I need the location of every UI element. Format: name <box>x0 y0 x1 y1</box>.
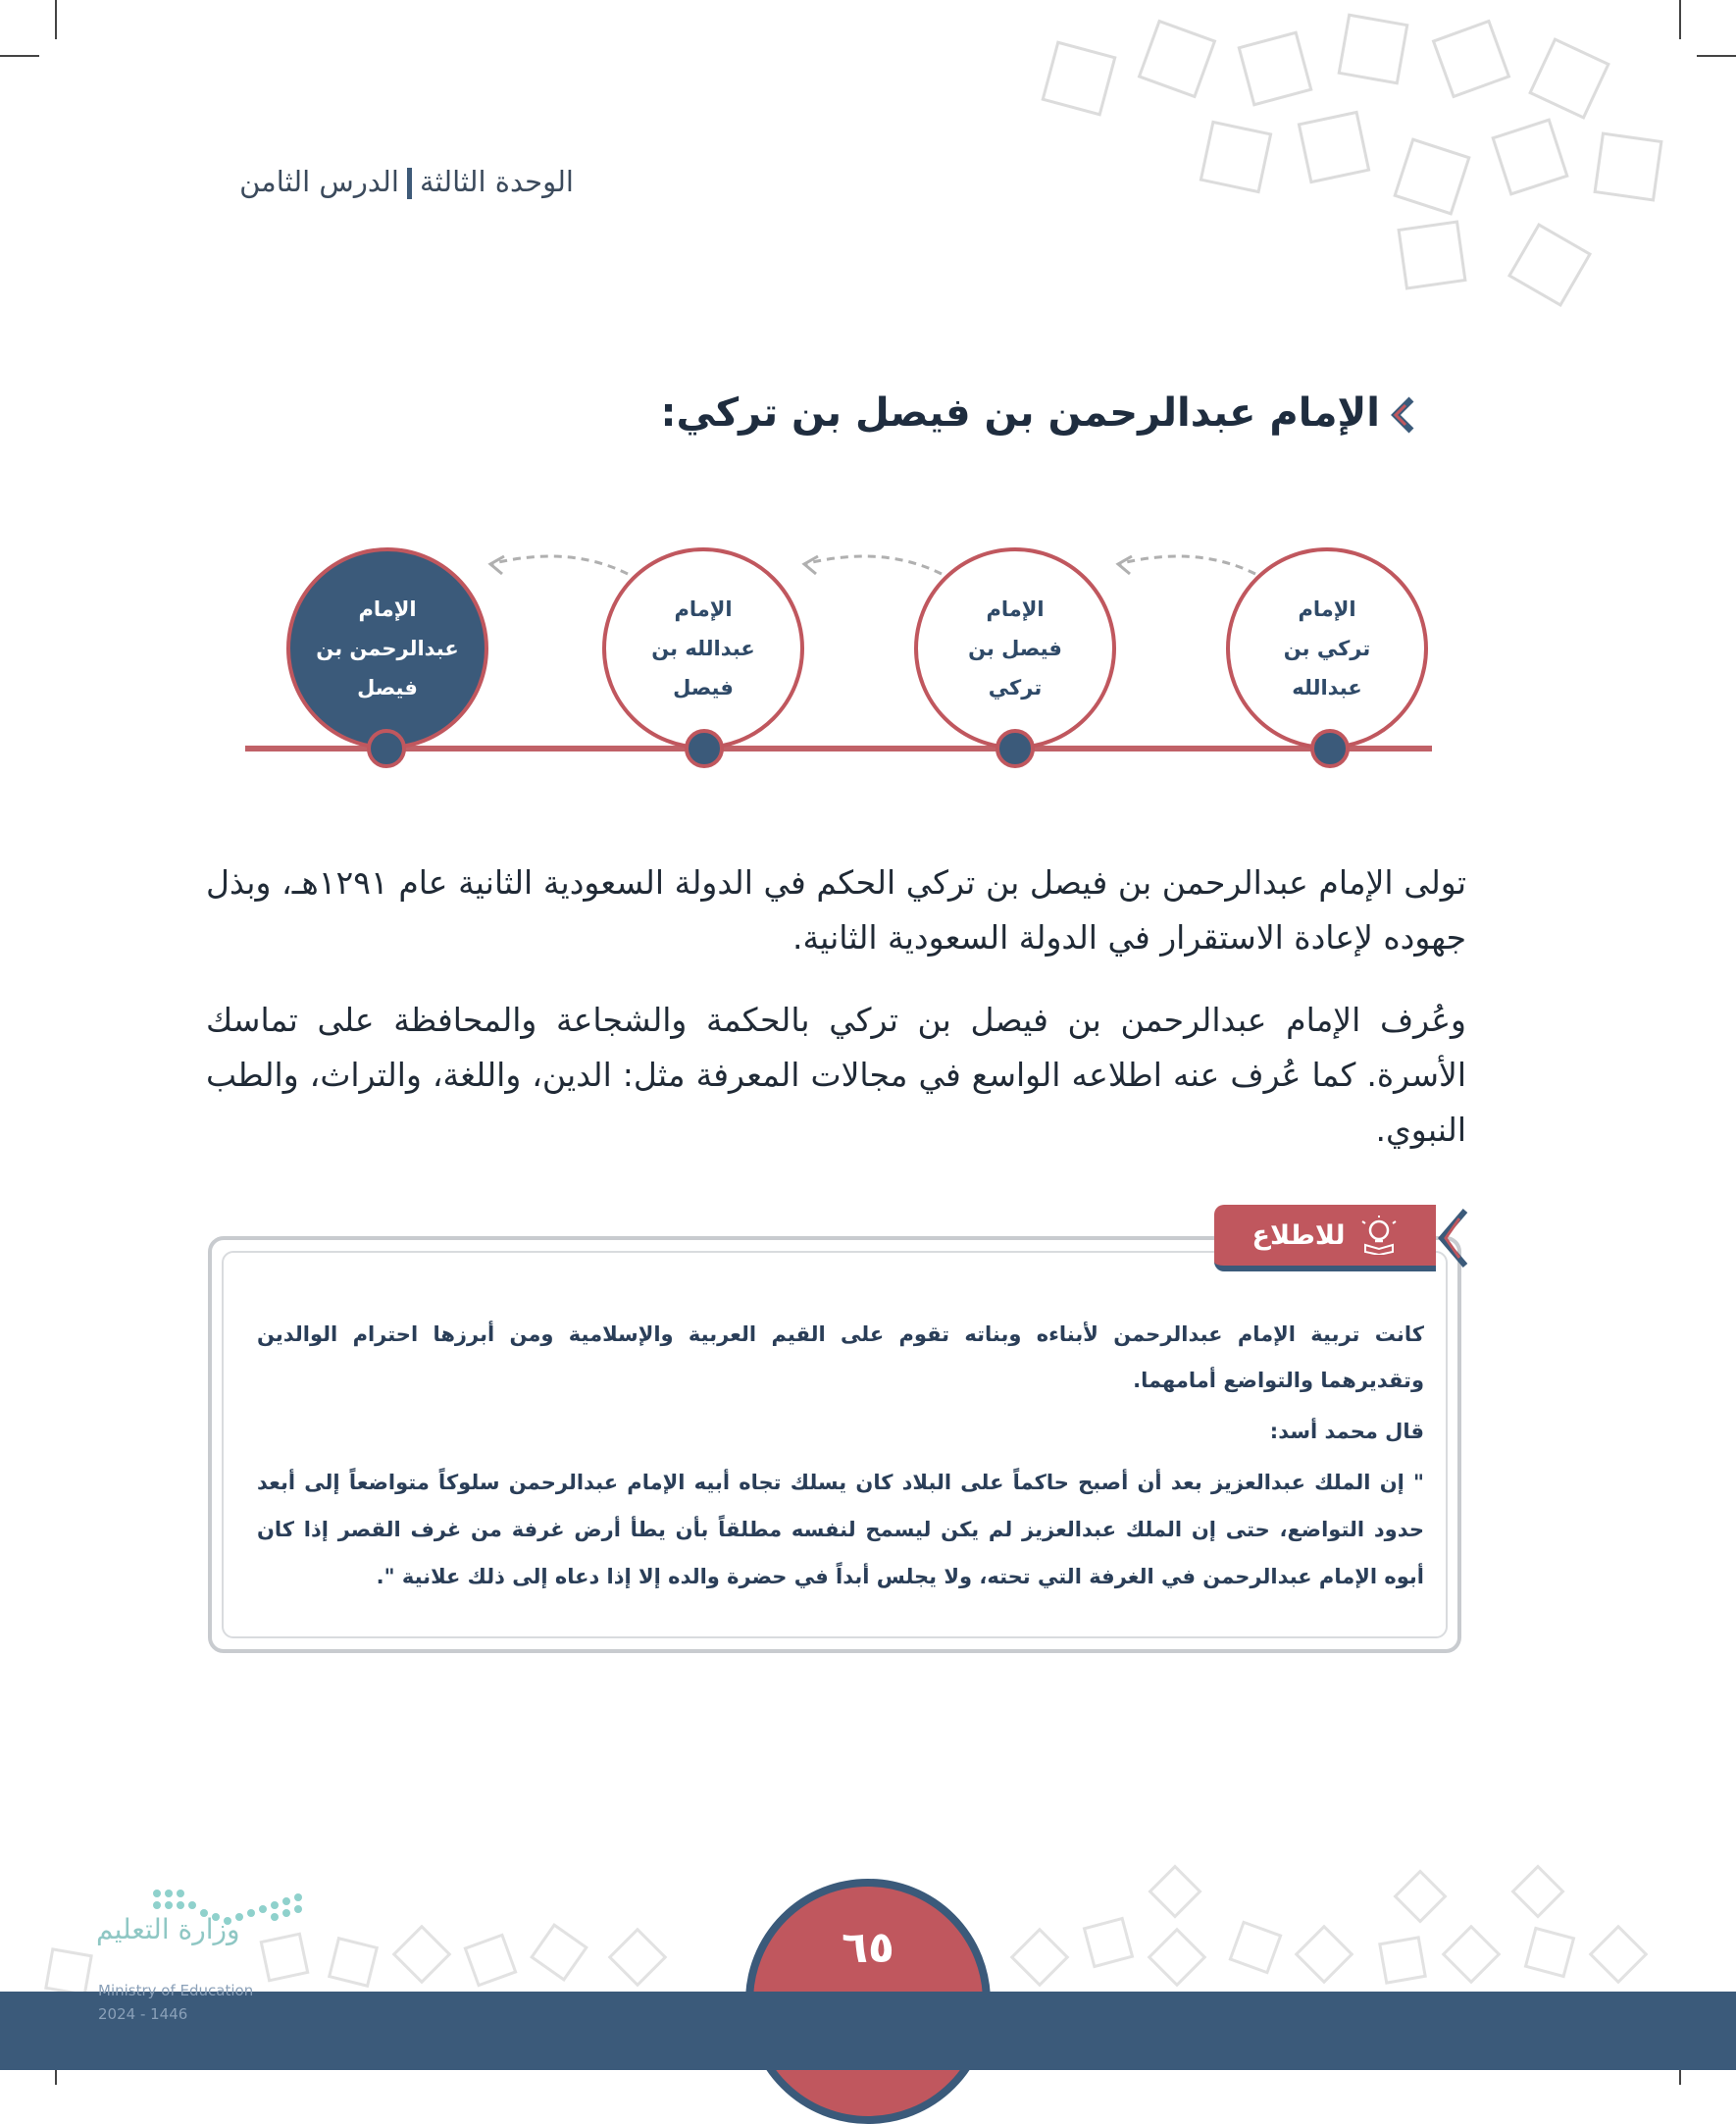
timeline-dot <box>367 729 406 768</box>
timeline-item-line: عبدالرحمن بن <box>316 637 459 660</box>
timeline-item-abdullah <box>602 547 804 750</box>
lesson-title: الدرس الثامن <box>239 165 399 198</box>
timeline-item-line: عبدالله <box>1292 676 1362 699</box>
crop-mark <box>55 0 57 39</box>
chevron-left-icon <box>1388 395 1417 435</box>
timeline-arrows <box>471 535 1353 584</box>
timeline-item-line: فيصل <box>357 676 418 699</box>
header-divider <box>407 168 412 199</box>
chevron-left-icon <box>1432 1205 1471 1271</box>
timeline-item-abdulrahman <box>286 547 488 750</box>
crop-mark <box>0 55 39 57</box>
info-text-1: كانت تربية الإمام عبدالرحمن لأبناءه وبناته تقوم على القيم العربية والإسلامية ومن أبرزها احترام الوالدين وتقديرهما والتواضع أمامهما. <box>257 1322 1424 1392</box>
info-tab <box>1214 1205 1436 1271</box>
paragraph-2: وعُرف الإمام عبدالرحمن بن فيصل بن تركي بالحكمة والشجاعة والمحافظة على تماسك الأسرة. كما عُرف عنه اطلاعه الواسع في مجالات المعرفة مثل: الدين، واللغة، والتراث، والطب النبوي. <box>206 1001 1466 1149</box>
timeline-dot <box>685 729 724 768</box>
section-title-text: الإمام عبدالرحمن بن فيصل بن تركي: <box>660 390 1380 436</box>
timeline-item-faisal <box>914 547 1116 750</box>
page-number: ٦٥ <box>842 1923 894 1973</box>
timeline-item-line: تركي بن <box>1283 637 1371 660</box>
unit-title: الوحدة الثالثة <box>419 165 574 198</box>
timeline-item-line: الإمام <box>358 597 417 621</box>
timeline-line <box>245 746 1432 751</box>
timeline-item-line: عبدالله بن <box>651 637 755 660</box>
decorative-pattern <box>1010 10 1697 324</box>
info-text-2: قال محمد أسد: <box>1269 1420 1424 1443</box>
ministry-english-name: Ministry of Education <box>98 1982 254 1999</box>
lightbulb-book-icon <box>1359 1216 1399 1255</box>
timeline-item-line: الإمام <box>986 597 1045 621</box>
timeline-item-line: الإمام <box>674 597 733 621</box>
ministry-year: 2024 - 1446 <box>98 2005 188 2023</box>
timeline-item-turki <box>1226 547 1428 750</box>
paragraph-1: تولى الإمام عبدالرحمن بن فيصل بن تركي الحكم في الدولة السعودية الثانية عام ١٢٩١هـ، وبذل جهوده لإعادة الاستقرار في الدولة السعودية الثانية. <box>206 863 1466 957</box>
crop-mark <box>1697 55 1736 57</box>
timeline-item-line: فيصل بن <box>968 637 1062 660</box>
timeline-item-line: الإمام <box>1298 597 1356 621</box>
timeline-item-line: فيصل <box>673 676 734 699</box>
timeline-dot <box>1310 729 1350 768</box>
timeline-dot <box>996 729 1035 768</box>
unit-lesson-header <box>196 165 574 199</box>
info-text-3: " إن الملك عبدالعزيز بعد أن أصبح حاكماً على البلاد كان يسلك تجاه أبيه الإمام عبدالرحمن سلوكاً متواضعاً إلى أبعد حدود التواضع، حتى إن الملك عبدالعزيز لم يكن ليسمح لنفسه مطلقاً بأن يطأ أرض غرفة من غرف القصر إذا كان أبوه الإمام عبدالرحمن في الغرفة التي تحته، ولا يجلس أبداً في حضرة والده إلا إذا دعاه إلى ذلك علانية ". <box>257 1471 1424 1588</box>
section-title <box>660 390 1417 436</box>
info-tab-label: للاطلاع <box>1251 1219 1346 1251</box>
timeline-item-line: تركي <box>988 676 1043 699</box>
footer-band <box>0 1992 1736 2070</box>
ministry-logo-text: وزارة التعليم <box>96 1913 240 1945</box>
